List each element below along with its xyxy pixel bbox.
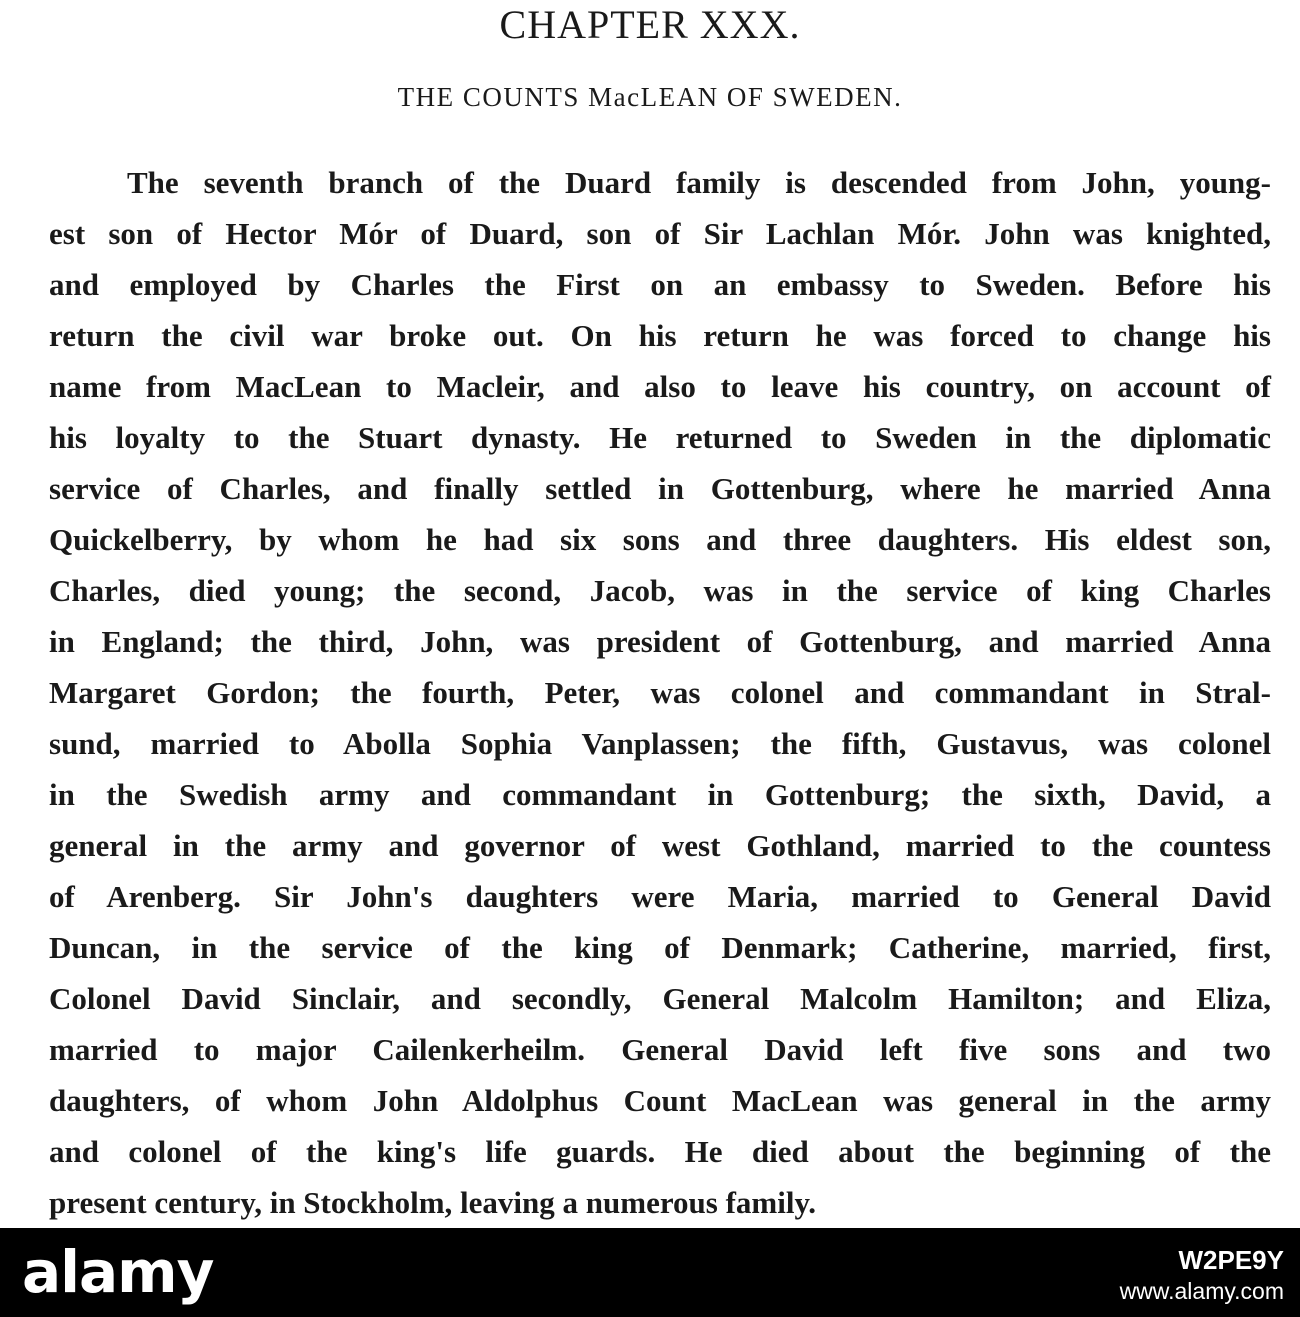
text-line: married to major Cailenkerheilm. General David left five sons and two [49, 1032, 1271, 1067]
text-line: name from MacLean to Macleir, and also to leave his country, on account of [49, 369, 1271, 404]
text-line: in the Swedish army and commandant in Gottenburg; the sixth, David, a [49, 777, 1271, 812]
chapter-subtitle: THE COUNTS MacLEAN OF SWEDEN. [397, 82, 903, 112]
text-line: sund, married to Abolla Sophia Vanplassen; the fifth, Gustavus, was colonel [49, 726, 1271, 761]
text-line: service of Charles, and finally settled in Gottenburg, where he married Anna [49, 471, 1271, 506]
text-line: in England; the third, John, was president of Gottenburg, and married Anna [49, 624, 1271, 659]
text-line: return the civil war broke out. On his return he was forced to change his [49, 318, 1271, 353]
text-line: Charles, died young; the second, Jacob, was in the service of king Charles [49, 573, 1271, 608]
text-line: Quickelberry, by whom he had six sons and three daughters. His eldest son, [49, 522, 1271, 557]
text-line: Duncan, in the service of the king of Denmark; Catherine, married, first, [49, 930, 1271, 965]
text-line: and colonel of the king's life guards. He died about the beginning of the [49, 1134, 1271, 1169]
text-line: The seventh branch of the Duard family is descended from John, young- [127, 165, 1271, 200]
text-line: and employed by Charles the First on an embassy to Sweden. Before his [49, 267, 1271, 302]
image-code: W2PE9Y [1178, 1245, 1284, 1275]
footer-url-link[interactable]: www.alamy.com [1119, 1278, 1284, 1304]
text-line: est son of Hector Mór of Duard, son of Sir Lachlan Mór. John was knighted, [49, 216, 1271, 251]
text-line: his loyalty to the Stuart dynasty. He returned to Sweden in the diplomatic [49, 420, 1271, 455]
text-line: present century, in Stockholm, leaving a numerous family. [49, 1185, 817, 1220]
text-line: Margaret Gordon; the fourth, Peter, was colonel and commandant in Stral- [49, 675, 1271, 710]
brand-wordmark: alamy [22, 1238, 214, 1306]
footer-info [1120, 1244, 1284, 1306]
text-line: of Arenberg. Sir John's daughters were Maria, married to General David [49, 879, 1271, 914]
text-line: Colonel David Sinclair, and secondly, General Malcolm Hamilton; and Eliza, [49, 981, 1271, 1016]
text-line: general in the army and governor of west Gothland, married to the countess [49, 828, 1271, 863]
chapter-heading: CHAPTER XXX. [499, 2, 801, 47]
body-paragraph [49, 157, 1271, 1228]
text-line: daughters, of whom John Aldolphus Count MacLean was general in the army [49, 1083, 1271, 1118]
